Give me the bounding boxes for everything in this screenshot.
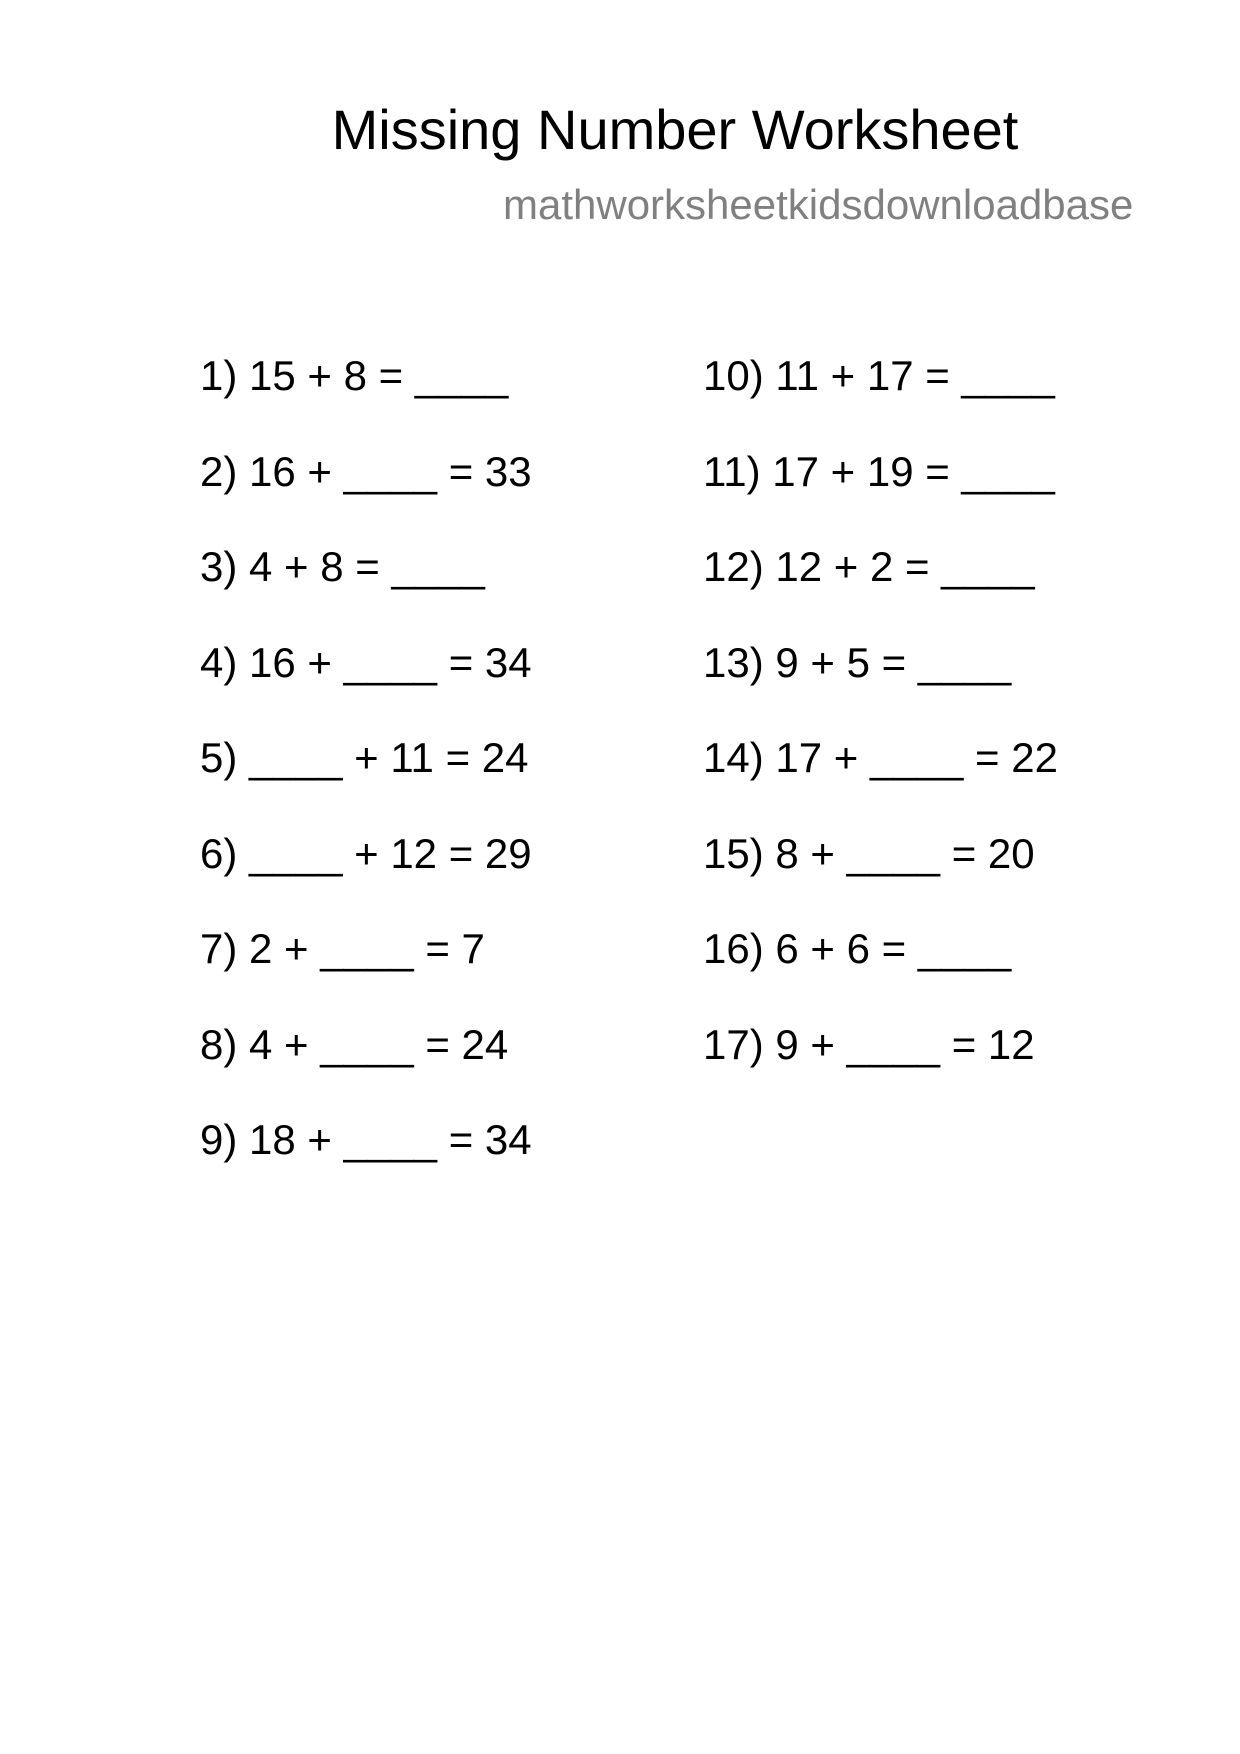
problem-2: 2) 16 + ____ = 33: [200, 447, 532, 495]
problem-1: 1) 15 + 8 = ____: [200, 352, 509, 399]
worksheet-title: Missing Number Worksheet: [331, 98, 1019, 161]
problem-9: 9) 18 + ____ = 34: [200, 1116, 532, 1163]
problem-5: 5) ____ + 11 = 24: [200, 734, 529, 781]
problem-8: 8) 4 + ____ = 24: [200, 1020, 509, 1068]
problem-15: 15) 8 + ____ = 20: [703, 829, 1035, 877]
problem-4: 4) 16 + ____ = 34: [200, 638, 532, 686]
problem-16: 16) 6 + 6 = ____: [703, 925, 1012, 972]
problem-12: 12) 12 + 2 = ____: [703, 543, 1035, 590]
problem-3: 3) 4 + 8 = ____: [200, 543, 485, 590]
problems-column-right: [703, 350, 1058, 1114]
problem-6: 6) ____ + 12 = 29: [200, 829, 532, 877]
problem-14: 14) 17 + ____ = 22: [703, 734, 1058, 781]
problems-column-left: [200, 350, 532, 1210]
problem-17: 17) 9 + ____ = 12: [703, 1020, 1035, 1068]
problem-7: 7) 2 + ____ = 7: [200, 925, 485, 972]
problem-10: 10) 11 + 17 = ____: [703, 352, 1055, 399]
problem-11: 11) 17 + 19 = ____: [703, 447, 1055, 495]
site-watermark: mathworksheetkidsdownloadbase: [503, 181, 1134, 228]
problem-13: 13) 9 + 5 = ____: [703, 638, 1012, 686]
